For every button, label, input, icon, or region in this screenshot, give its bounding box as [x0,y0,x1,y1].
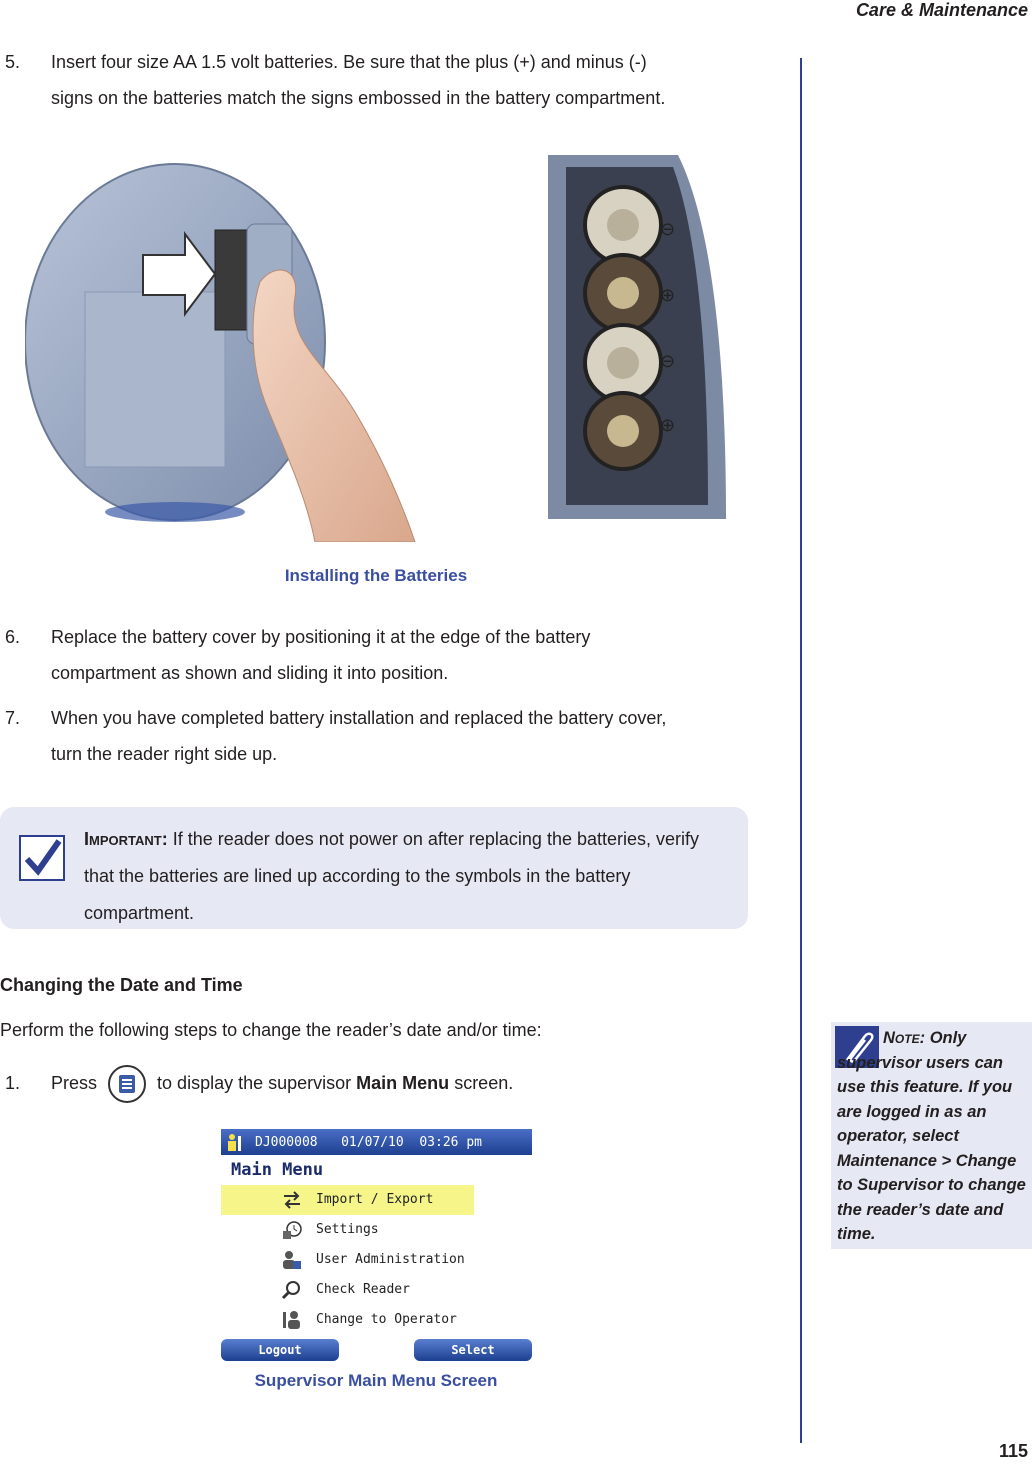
menu-item-check-reader[interactable] [221,1275,474,1305]
step-text-line: compartment as shown and sliding it into position. [51,663,449,683]
step-number: 6. [5,627,21,647]
step-text-after: to display the supervisor [157,1073,352,1093]
menu-item-settings[interactable] [221,1215,474,1245]
main-menu-term: Main Menu [356,1073,450,1093]
important-callout [0,807,748,929]
note-text [837,1026,1029,1247]
page-number: 115 [998,1441,1028,1461]
change-operator-icon [281,1309,303,1331]
step-text-line: turn the reader right side up. [51,744,278,764]
import-export-icon [281,1189,303,1211]
important-body: If the reader does not power on after replacing the batteries, verify that the batteries are lined up according to the symbols in the battery compartment. [84,829,700,923]
step-number: 1. [5,1073,21,1093]
select-button[interactable]: Select [414,1339,532,1361]
menu-item-change-to-operator[interactable] [221,1305,474,1335]
plus-mark: ⊕ [660,285,676,306]
margin-rule [800,58,802,1443]
step-number: 7. [5,708,21,728]
note-callout [831,1022,1032,1249]
figure-caption: Supervisor Main Menu Screen [254,1371,498,1390]
checkmark-icon [19,835,65,881]
reader-back-photo [25,152,425,542]
minus-mark: ⊖ [660,219,676,240]
step-number: 5. [5,52,21,72]
step-text-line: Insert four size AA 1.5 volt batteries. Be sure that the plus (+) and minus (-) [51,52,647,72]
status-bar [221,1129,532,1155]
section-title: Changing the Date and Time [0,975,243,995]
note-body: Only supervisor users can use this feature. If you are logged in as an operator, select Maintenance > Change to Supervisor to change the reader’s date and time. [837,1029,1026,1243]
plus-mark: ⊕ [660,415,676,436]
step-7 [5,700,765,772]
step-1 [5,1065,765,1105]
important-text [84,821,734,932]
menu-item-label: Import / Export [316,1192,434,1207]
user-admin-icon [281,1249,303,1271]
menu-item-import-export[interactable] [221,1185,474,1215]
menu-item-label: Settings [316,1222,379,1237]
step-text-line: Replace the battery cover by positioning it at the edge of the battery [51,627,591,647]
step-text-end: screen. [454,1073,514,1093]
menu-item-label: User Administration [316,1252,465,1267]
step-text-before: Press [51,1073,98,1093]
section-intro: Perform the following steps to change the reader’s date and/or time: [0,1020,542,1040]
step-5 [5,44,765,116]
menu-item-user-administration[interactable] [221,1245,474,1275]
check-reader-icon [281,1279,303,1301]
menu-button-icon [108,1065,146,1103]
logout-button[interactable]: Logout [221,1339,339,1361]
minus-mark: ⊖ [660,351,676,372]
figure-caption: Installing the Batteries [284,566,468,585]
menu-item-label: Check Reader [316,1282,410,1297]
screen-title: Main Menu [231,1160,324,1180]
battery-compartment-photo [548,155,728,519]
note-label: Note: [883,1029,926,1047]
settings-icon [281,1219,303,1241]
menu-item-label: Change to Operator [316,1312,457,1327]
step-text-line: signs on the batteries match the signs embossed in the battery compartment. [51,88,666,108]
main-menu-screen [221,1129,532,1363]
user-icon [225,1132,245,1156]
status-text: DJ000008 01/07/10 03:26 pm [255,1135,482,1150]
step-text [51,1065,763,1103]
running-header: Care & Maintenance [855,0,1028,20]
important-label: Important: [84,829,168,849]
step-6 [5,619,765,691]
step-text-line: When you have completed battery installation and replaced the battery cover, [51,708,667,728]
